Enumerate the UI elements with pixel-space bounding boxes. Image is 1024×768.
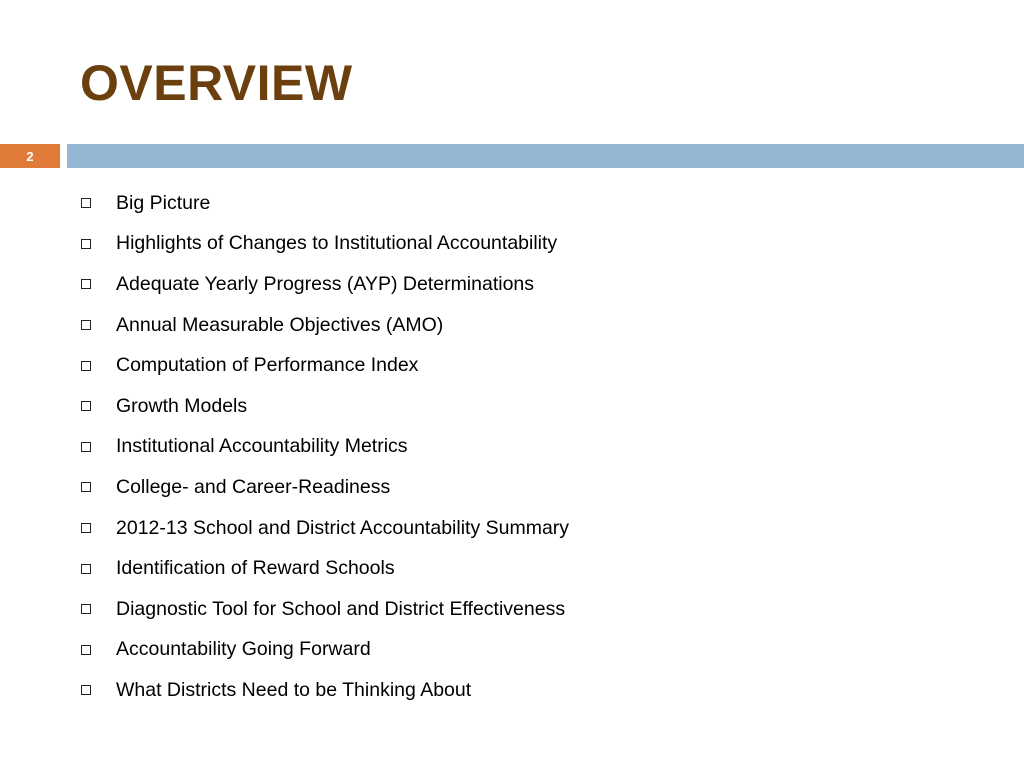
list-item <box>80 427 569 468</box>
list-item <box>80 589 569 630</box>
square-bullet-icon <box>81 645 91 655</box>
list-item <box>80 305 569 346</box>
list-item-text: Highlights of Changes to Institutional Accountability <box>116 232 558 255</box>
square-bullet-icon <box>81 198 91 208</box>
list-item <box>80 386 569 427</box>
square-bullet-icon <box>81 685 91 695</box>
list-item <box>80 630 569 671</box>
square-bullet-icon <box>81 523 91 533</box>
header-divider-bar <box>67 144 1024 168</box>
list-item-text: Identification of Reward Schools <box>116 557 395 580</box>
square-bullet-icon <box>81 401 91 411</box>
square-bullet-icon <box>81 239 91 249</box>
square-bullet-icon <box>81 482 91 492</box>
slide-number-badge <box>0 144 60 168</box>
list-item-text: College- and Career-Readiness <box>116 475 391 498</box>
list-item-text: Institutional Accountability Metrics <box>116 435 408 458</box>
list-item-text: Big Picture <box>116 191 211 214</box>
list-item-text: 2012-13 School and District Accountability Summary <box>116 516 570 539</box>
square-bullet-icon <box>81 442 91 452</box>
list-item <box>80 224 569 265</box>
square-bullet-icon <box>81 320 91 330</box>
square-bullet-icon <box>81 564 91 574</box>
list-item <box>80 264 569 305</box>
slide-title: OVERVIEW <box>80 55 353 111</box>
list-item <box>80 345 569 386</box>
list-item-text: Computation of Performance Index <box>116 354 419 377</box>
list-item-text: Adequate Yearly Progress (AYP) Determinations <box>116 272 535 295</box>
list-item-text: What Districts Need to be Thinking About <box>116 678 472 701</box>
list-item <box>80 467 569 508</box>
list-item-text: Diagnostic Tool for School and District Effectiveness <box>116 597 566 620</box>
list-item <box>80 670 569 711</box>
list-item-text: Accountability Going Forward <box>116 638 371 661</box>
list-item-text: Growth Models <box>116 394 248 417</box>
list-item-text: Annual Measurable Objectives (AMO) <box>116 313 444 336</box>
bullet-list <box>80 183 569 711</box>
slide-number: 2 <box>26 148 34 164</box>
square-bullet-icon <box>81 361 91 371</box>
list-item <box>80 508 569 549</box>
square-bullet-icon <box>81 279 91 289</box>
square-bullet-icon <box>81 604 91 614</box>
list-item <box>80 183 569 224</box>
list-item <box>80 548 569 589</box>
